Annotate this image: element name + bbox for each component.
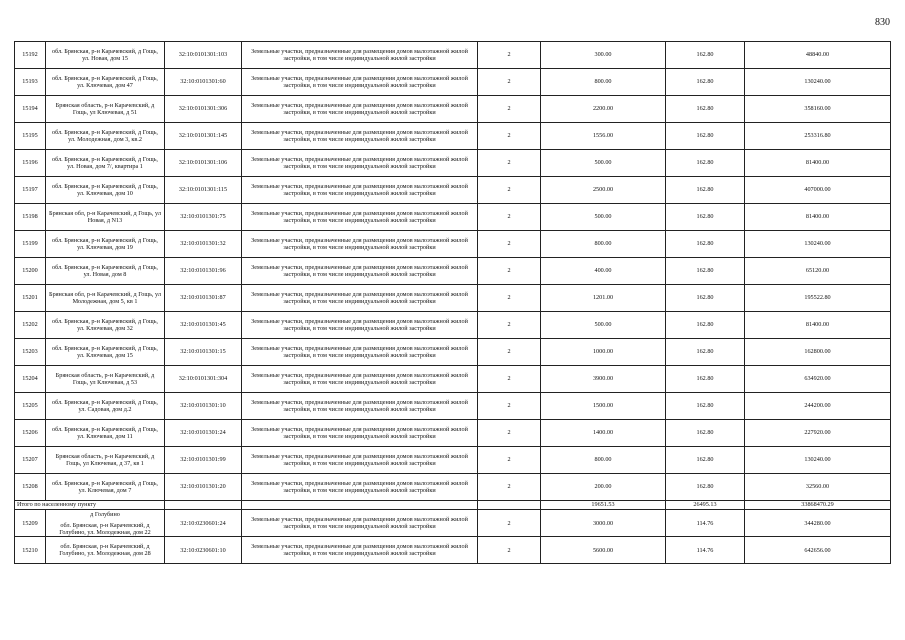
cadastral-number: 32:10:0101301:145 [165, 123, 242, 150]
land-purpose: Земельные участки, предназначенные для размещения домов малоэтажной жилой застройки, в том числе индивидуальной жилой застройки [242, 474, 478, 501]
address-cell: Брянская область, р-н Карачевский, д Гощь, ул Ключевая, д 53 [46, 366, 165, 393]
rate-value: 162.80 [666, 258, 745, 285]
address-cell: обл. Брянская, р-н Карачевский, д Гощь, ул. Новая, дом 7/, квартира 1 [46, 150, 165, 177]
category-code: 2 [478, 447, 541, 474]
category-code: 2 [478, 393, 541, 420]
row-number: 15204 [15, 366, 46, 393]
rate-value: 162.80 [666, 447, 745, 474]
cadastral-value: 130240.00 [745, 69, 891, 96]
land-purpose: Земельные участки, предназначенные для размещения домов малоэтажной жилой застройки, в том числе индивидуальной жилой застройки [242, 123, 478, 150]
table-row [15, 339, 891, 366]
area-value: 3000.00 [541, 510, 666, 537]
address-cell: обл. Брянская, р-н Карачевский, д Гощь, ул. Ключевая, дом 7 [46, 474, 165, 501]
table-row [15, 96, 891, 123]
land-purpose: Земельные участки, предназначенные для размещения домов малоэтажной жилой застройки, в том числе индивидуальной жилой застройки [242, 393, 478, 420]
cadastral-number: 32:10:0101301:24 [165, 420, 242, 447]
land-purpose: Земельные участки, предназначенные для размещения домов малоэтажной жилой застройки, в том числе индивидуальной жилой застройки [242, 366, 478, 393]
row-number: 15209 [15, 510, 46, 537]
total-empty-purpose [242, 501, 478, 510]
cadastral-value: 130240.00 [745, 447, 891, 474]
address-cell: обл. Брянская, р-н Карачевский, д Гощь, ул. Ключевая, дом 19 [46, 231, 165, 258]
cadastral-value: 32560.00 [745, 474, 891, 501]
land-purpose: Земельные участки, предназначенные для размещения домов малоэтажной жилой застройки, в том числе индивидуальной жилой застройки [242, 96, 478, 123]
address-cell: обл. Брянская, р-н Карачевский, д Гощь, ул. Ключевая, дом 47 [46, 69, 165, 96]
row-number: 15207 [15, 447, 46, 474]
cadastral-number: 32:10:0101301:103 [165, 42, 242, 69]
cadastral-value: 407000.00 [745, 177, 891, 204]
row-number: 15194 [15, 96, 46, 123]
area-value: 2500.00 [541, 177, 666, 204]
cadastral-number: 32:10:0101301:10 [165, 393, 242, 420]
row-number: 15197 [15, 177, 46, 204]
category-code: 2 [478, 123, 541, 150]
category-code: 2 [478, 69, 541, 96]
rate-value: 162.80 [666, 42, 745, 69]
table-row [15, 312, 891, 339]
category-code: 2 [478, 204, 541, 231]
area-value: 500.00 [541, 204, 666, 231]
address-cell [46, 510, 165, 537]
rate-value: 162.80 [666, 285, 745, 312]
table-row [15, 204, 891, 231]
table-row [15, 537, 891, 564]
table-row [15, 177, 891, 204]
row-number: 15193 [15, 69, 46, 96]
rate-value: 162.80 [666, 474, 745, 501]
rate-value: 162.80 [666, 204, 745, 231]
area-value: 3900.00 [541, 366, 666, 393]
category-code: 2 [478, 150, 541, 177]
category-code: 2 [478, 474, 541, 501]
rate-value: 114.76 [666, 537, 745, 564]
cadastral-value: 195522.80 [745, 285, 891, 312]
land-purpose: Земельные участки, предназначенные для размещения домов малоэтажной жилой застройки, в том числе индивидуальной жилой застройки [242, 69, 478, 96]
table-row [15, 42, 891, 69]
rate-value: 162.80 [666, 393, 745, 420]
land-purpose: Земельные участки, предназначенные для размещения домов малоэтажной жилой застройки, в том числе индивидуальной жилой застройки [242, 447, 478, 474]
area-value: 300.00 [541, 42, 666, 69]
land-purpose: Земельные участки, предназначенные для размещения домов малоэтажной жилой застройки, в том числе индивидуальной жилой застройки [242, 258, 478, 285]
address-cell: обл. Брянская, р-н Карачевский, д Гощь, ул. Ключевая, дом 10 [46, 177, 165, 204]
rate-value: 162.80 [666, 177, 745, 204]
total-label: Итого по населенному пункту [15, 501, 165, 510]
cadastral-value: 81400.00 [745, 204, 891, 231]
table-row [15, 420, 891, 447]
total-empty-category [478, 501, 541, 510]
address-cell: обл. Брянская, р-н Карачевский, д Гощь, ул. Ключевая, дом 32 [46, 312, 165, 339]
row-number: 15201 [15, 285, 46, 312]
land-purpose: Земельные участки, предназначенные для размещения домов малоэтажной жилой застройки, в том числе индивидуальной жилой застройки [242, 204, 478, 231]
table-total-section [15, 501, 891, 510]
row-number: 15198 [15, 204, 46, 231]
area-value: 500.00 [541, 312, 666, 339]
land-registry-table [14, 41, 891, 564]
area-value: 1400.00 [541, 420, 666, 447]
rate-value: 162.80 [666, 312, 745, 339]
table-row [15, 123, 891, 150]
area-value: 1000.00 [541, 339, 666, 366]
area-value: 400.00 [541, 258, 666, 285]
area-value: 800.00 [541, 231, 666, 258]
total-empty-cadastral [165, 501, 242, 510]
cadastral-value: 81400.00 [745, 150, 891, 177]
address-cell: обл. Брянская, р-н Карачевский, д Гощь, ул. Молодежная, дом 3, кв.2 [46, 123, 165, 150]
land-purpose: Земельные участки, предназначенные для размещения домов малоэтажной жилой застройки, в том числе индивидуальной жилой застройки [242, 177, 478, 204]
area-value: 800.00 [541, 69, 666, 96]
row-number: 15199 [15, 231, 46, 258]
cadastral-number: 32:10:0101301:96 [165, 258, 242, 285]
land-purpose: Земельные участки, предназначенные для размещения домов малоэтажной жилой застройки, в том числе индивидуальной жилой застройки [242, 339, 478, 366]
cadastral-value: 162800.00 [745, 339, 891, 366]
land-purpose: Земельные участки, предназначенные для размещения домов малоэтажной жилой застройки, в том числе индивидуальной жилой застройки [242, 285, 478, 312]
row-number: 15196 [15, 150, 46, 177]
total-value: 33868470.29 [745, 501, 891, 510]
table-row [15, 510, 891, 537]
land-purpose: Земельные участки, предназначенные для размещения домов малоэтажной жилой застройки, в том числе индивидуальной жилой застройки [242, 312, 478, 339]
total-rate: 26495.13 [666, 501, 745, 510]
total-row [15, 501, 891, 510]
category-code: 2 [478, 285, 541, 312]
land-purpose: Земельные участки, предназначенные для размещения домов малоэтажной жилой застройки, в том числе индивидуальной жилой застройки [242, 150, 478, 177]
area-value: 200.00 [541, 474, 666, 501]
cadastral-number: 32:10:0101301:87 [165, 285, 242, 312]
area-value: 1500.00 [541, 393, 666, 420]
category-code: 2 [478, 258, 541, 285]
land-purpose: Земельные участки, предназначенные для размещения домов малоэтажной жилой застройки, в том числе индивидуальной жилой застройки [242, 231, 478, 258]
rate-value: 162.80 [666, 123, 745, 150]
address-cell: Брянская обл, р-н Карачевский, д Гощь, ул Молодежная, дом 5, кв 1 [46, 285, 165, 312]
cadastral-number: 32:10:0101301:115 [165, 177, 242, 204]
row-number: 15203 [15, 339, 46, 366]
row-number: 15202 [15, 312, 46, 339]
row-number: 15210 [15, 537, 46, 564]
cadastral-number: 32:10:0101301:99 [165, 447, 242, 474]
address-cell: Брянская обл, р-н Карачевский, д Гощь, ул Новая, д N13 [46, 204, 165, 231]
area-value: 1556.00 [541, 123, 666, 150]
address-cell: обл. Брянская, р-н Карачевский, д Гощь, ул. Ключевая, дом 11 [46, 420, 165, 447]
table-row [15, 150, 891, 177]
address-cell: Брянская область, р-н Карачевский, д Гощь, ул Ключевая, д 51 [46, 96, 165, 123]
cadastral-value: 65120.00 [745, 258, 891, 285]
category-code: 2 [478, 42, 541, 69]
address-text: обл. Брянская, р-н Карачевский, д Голубино, ул. Молодежная, дом 22 [59, 522, 151, 537]
land-purpose: Земельные участки, предназначенные для размещения домов малоэтажной жилой застройки, в том числе индивидуальной жилой застройки [242, 510, 478, 537]
cadastral-number: 32:10:0101301:304 [165, 366, 242, 393]
rate-value: 162.80 [666, 150, 745, 177]
cadastral-number: 32:10:0101301:32 [165, 231, 242, 258]
table-row [15, 366, 891, 393]
row-number: 15205 [15, 393, 46, 420]
address-cell: обл. Брянская, р-н Карачевский, д Гощь, ул. Новая, дом 8 [46, 258, 165, 285]
cadastral-value: 642656.00 [745, 537, 891, 564]
row-number: 15208 [15, 474, 46, 501]
row-number: 15200 [15, 258, 46, 285]
area-value: 5600.00 [541, 537, 666, 564]
rate-value: 114.76 [666, 510, 745, 537]
rate-value: 162.80 [666, 69, 745, 96]
category-code: 2 [478, 366, 541, 393]
cadastral-value: 81400.00 [745, 312, 891, 339]
cadastral-number: 32:10:0101301:60 [165, 69, 242, 96]
cadastral-number: 32:10:0230601:10 [165, 537, 242, 564]
rate-value: 162.80 [666, 420, 745, 447]
cadastral-number: 32:10:0101301:306 [165, 96, 242, 123]
rate-value: 162.80 [666, 339, 745, 366]
cadastral-number: 32:10:0101301:106 [165, 150, 242, 177]
row-number: 15192 [15, 42, 46, 69]
address-cell: обл. Брянская, р-н Карачевский, д Гощь, ул. Новая, дом 15 [46, 42, 165, 69]
category-code: 2 [478, 510, 541, 537]
cadastral-value: 227920.00 [745, 420, 891, 447]
category-code: 2 [478, 339, 541, 366]
category-code: 2 [478, 312, 541, 339]
area-value: 500.00 [541, 150, 666, 177]
table-body-before [15, 42, 891, 501]
address-cell: Брянская область, р-н Карачевский, д Гощь, ул Ключевая, д 37, кв 1 [46, 447, 165, 474]
cadastral-number: 32:10:0230601:24 [165, 510, 242, 537]
rate-value: 162.80 [666, 96, 745, 123]
table-row [15, 474, 891, 501]
cadastral-number: 32:10:0101301:45 [165, 312, 242, 339]
cadastral-number: 32:10:0101301:75 [165, 204, 242, 231]
address-cell: обл. Брянская, р-н Карачевский, д Голубино, ул. Молодежная, дом 28 [46, 537, 165, 564]
rate-value: 162.80 [666, 366, 745, 393]
cadastral-value: 253316.80 [745, 123, 891, 150]
land-purpose: Земельные участки, предназначенные для размещения домов малоэтажной жилой застройки, в том числе индивидуальной жилой застройки [242, 42, 478, 69]
land-purpose: Земельные участки, предназначенные для размещения домов малоэтажной жилой застройки, в том числе индивидуальной жилой застройки [242, 420, 478, 447]
table-row [15, 447, 891, 474]
address-cell: обл. Брянская, р-н Карачевский, д Гощь, ул. Ключевая, дом 15 [46, 339, 165, 366]
category-code: 2 [478, 96, 541, 123]
cadastral-number: 32:10:0101301:20 [165, 474, 242, 501]
total-area: 19651.53 [541, 501, 666, 510]
address-cell: обл. Брянская, р-н Карачевский, д Гощь, ул. Садовая, дом д.2 [46, 393, 165, 420]
row-number: 15206 [15, 420, 46, 447]
cadastral-value: 244200.00 [745, 393, 891, 420]
cadastral-value: 130240.00 [745, 231, 891, 258]
table-row [15, 258, 891, 285]
row-number: 15195 [15, 123, 46, 150]
locality-heading: д Голубино [90, 511, 120, 518]
area-value: 800.00 [541, 447, 666, 474]
table-row [15, 69, 891, 96]
table-row [15, 393, 891, 420]
cadastral-value: 634920.00 [745, 366, 891, 393]
table-body-after [15, 510, 891, 564]
cadastral-number: 32:10:0101301:15 [165, 339, 242, 366]
area-value: 2200.00 [541, 96, 666, 123]
land-purpose: Земельные участки, предназначенные для размещения домов малоэтажной жилой застройки, в том числе индивидуальной жилой застройки [242, 537, 478, 564]
category-code: 2 [478, 537, 541, 564]
page-number: 830 [875, 17, 890, 28]
rate-value: 162.80 [666, 231, 745, 258]
area-value: 1201.00 [541, 285, 666, 312]
category-code: 2 [478, 177, 541, 204]
category-code: 2 [478, 231, 541, 258]
table-row [15, 285, 891, 312]
cadastral-value: 358160.00 [745, 96, 891, 123]
category-code: 2 [478, 420, 541, 447]
table-row [15, 231, 891, 258]
cadastral-value: 344280.00 [745, 510, 891, 537]
cadastral-value: 48840.00 [745, 42, 891, 69]
